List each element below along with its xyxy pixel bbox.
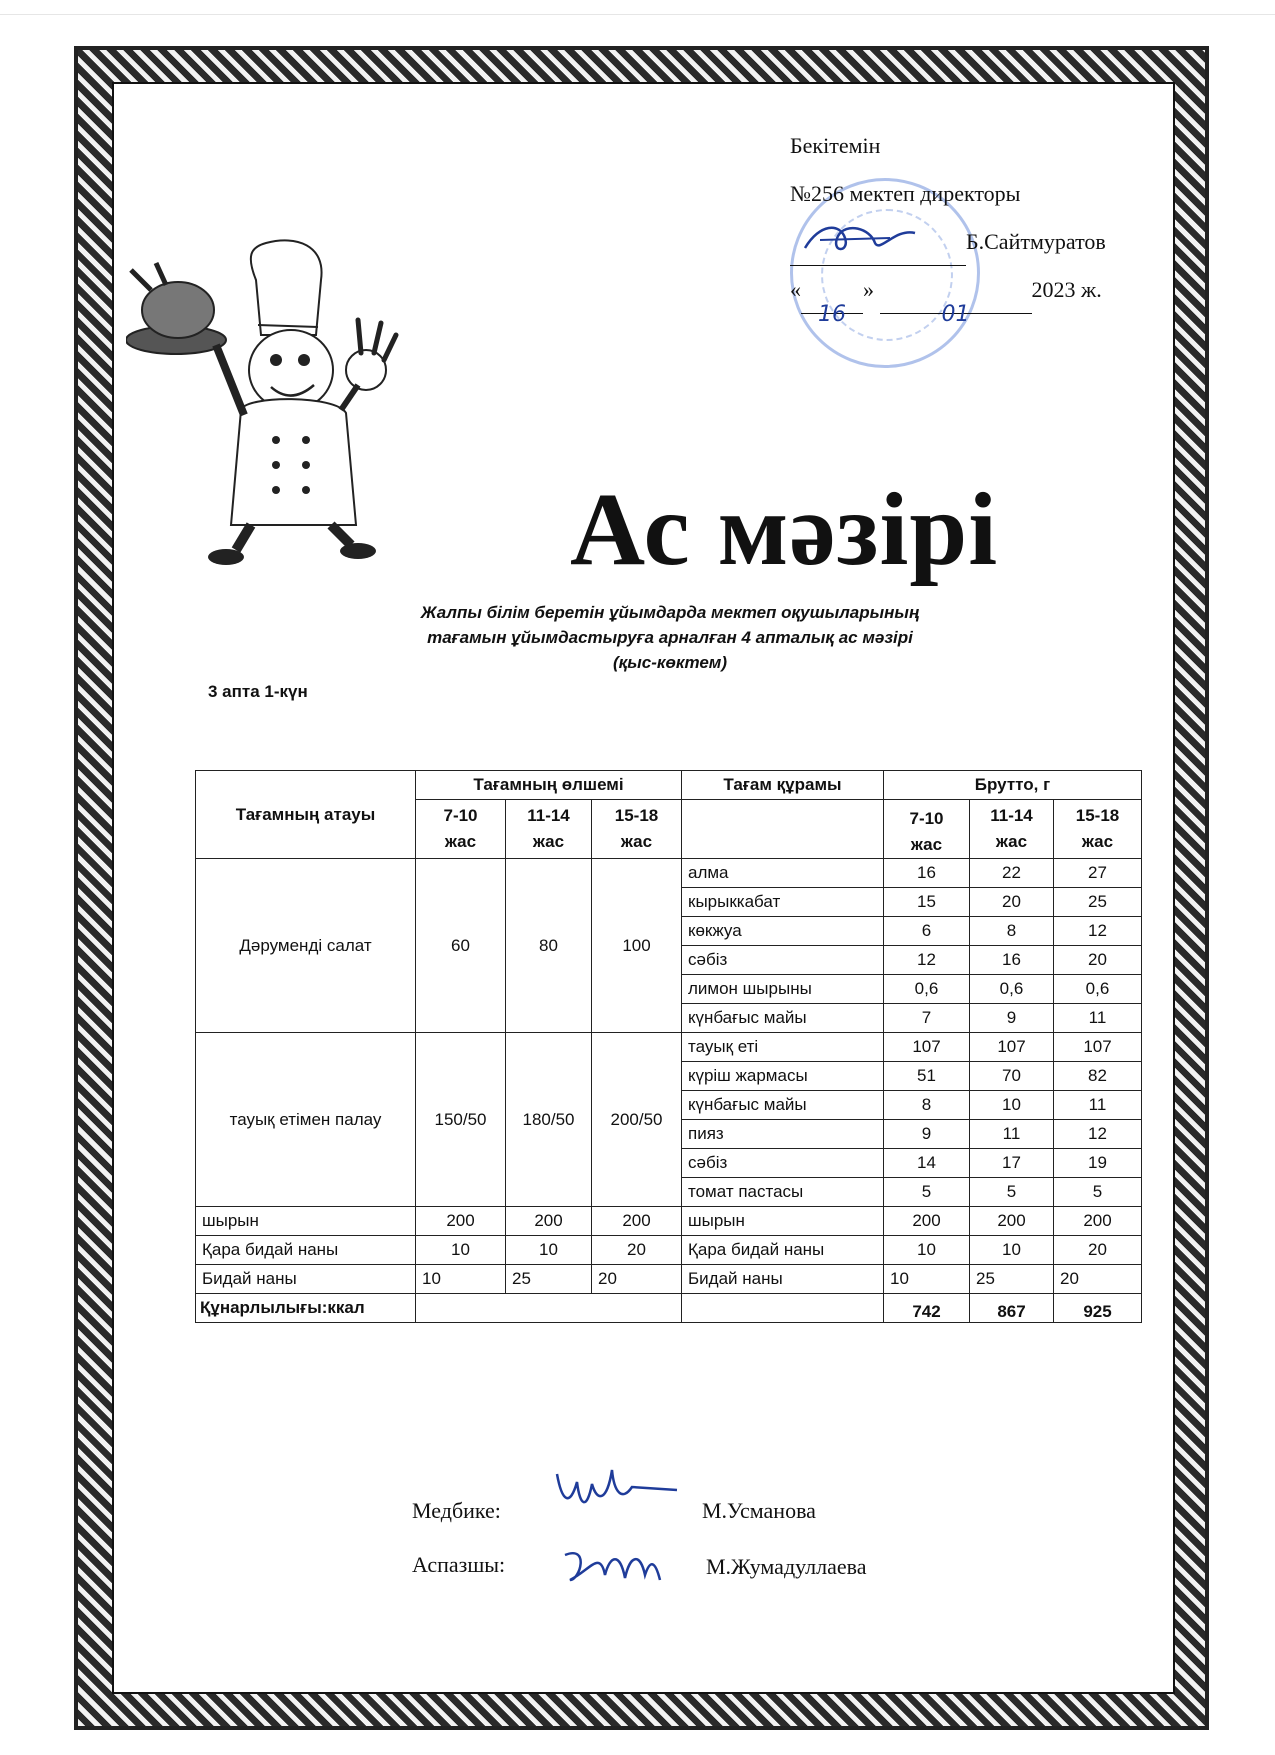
- brutto-cell: 6: [884, 917, 970, 946]
- table-header-row-1: [196, 771, 1142, 800]
- brutto-cell: 8: [970, 917, 1054, 946]
- energy-blank: [416, 1294, 682, 1323]
- director-signature-blank: [790, 243, 966, 266]
- portion-cell: 25: [506, 1265, 592, 1294]
- table-row: [196, 1207, 1142, 1236]
- brutto-cell: 27: [1054, 859, 1142, 888]
- brutto-cell: 10: [970, 1091, 1054, 1120]
- ingredient-name-cell: пияз: [682, 1120, 884, 1149]
- menu-table: [195, 770, 1142, 1323]
- brutto-cell: 200: [970, 1207, 1054, 1236]
- brutto-cell: 25: [970, 1265, 1054, 1294]
- header-portion-age-1: 7-10 жас: [416, 800, 506, 859]
- brutto-cell: 0,6: [1054, 975, 1142, 1004]
- signature-row-cook: [412, 1552, 505, 1578]
- brutto-cell: 20: [1054, 1265, 1142, 1294]
- subtitle-line-2: тағамын ұйымдастыруға арналған 4 апталық ас мәзірі: [427, 628, 913, 647]
- brutto-cell: 200: [1054, 1207, 1142, 1236]
- ingredient-name-cell: күріш жармасы: [682, 1062, 884, 1091]
- brutto-cell: 0,6: [970, 975, 1054, 1004]
- energy-value: 742: [884, 1294, 970, 1323]
- brutto-cell: 16: [970, 946, 1054, 975]
- header-dish-name: Тағамның атауы: [196, 771, 416, 859]
- brutto-cell: 0,6: [884, 975, 970, 1004]
- dish-name-cell: шырын: [196, 1207, 416, 1236]
- brutto-cell: 22: [970, 859, 1054, 888]
- portion-cell: 10: [506, 1236, 592, 1265]
- brutto-cell: 20: [1054, 1236, 1142, 1265]
- brutto-cell: 107: [1054, 1033, 1142, 1062]
- approval-date-line: « » 2023 ж.: [790, 266, 1106, 314]
- brutto-cell: 82: [1054, 1062, 1142, 1091]
- director-name: Б.Сайтмуратов: [966, 229, 1106, 254]
- ingredient-name-cell: күнбағыс майы: [682, 1004, 884, 1033]
- ingredient-name-cell: сәбіз: [682, 946, 884, 975]
- dish-name-cell: Дәруменді салат: [196, 859, 416, 1033]
- chef-illustration: [126, 235, 416, 575]
- scan-edge-line: [0, 14, 1275, 15]
- dish-name-cell: Бидай наны: [196, 1265, 416, 1294]
- ingredient-name-cell: шырын: [682, 1207, 884, 1236]
- brutto-cell: 107: [970, 1033, 1054, 1062]
- cook-name: М.Жумадуллаева: [706, 1554, 867, 1579]
- dish-name-cell: Қара бидай наны: [196, 1236, 416, 1265]
- table-row: [196, 1265, 1142, 1294]
- ingredient-name-cell: лимон шырыны: [682, 975, 884, 1004]
- header-portion-size: Тағамның өлшемі: [416, 771, 682, 800]
- header-brutto-age-1: 7-10 жас: [884, 800, 970, 859]
- brutto-cell: 16: [884, 859, 970, 888]
- brutto-cell: 17: [970, 1149, 1054, 1178]
- brutto-cell: 25: [1054, 888, 1142, 917]
- table-row: [196, 1236, 1142, 1265]
- header-brutto: Брутто, г: [884, 771, 1142, 800]
- subtitle-line-1: Жалпы білім беретін ұйымдарда мектеп оқушыларының: [420, 603, 920, 622]
- date-day: [801, 291, 863, 314]
- subtitle-line-3: (қыс-көктем): [612, 653, 728, 672]
- ingredient-name-cell: күнбағыс майы: [682, 1091, 884, 1120]
- week-day-label: 3 апта 1-күн: [208, 682, 308, 701]
- ingredient-name-cell: кырыккабат: [682, 888, 884, 917]
- brutto-cell: 5: [884, 1178, 970, 1207]
- brutto-cell: 51: [884, 1062, 970, 1091]
- menu-subtitle: [410, 600, 930, 675]
- portion-cell: 80: [506, 859, 592, 1033]
- brutto-cell: 5: [970, 1178, 1054, 1207]
- nurse-signature: [552, 1462, 682, 1517]
- ingredient-name-cell: тауық еті: [682, 1033, 884, 1062]
- brutto-cell: 5: [1054, 1178, 1142, 1207]
- brutto-cell: 10: [970, 1236, 1054, 1265]
- energy-composition-blank: [682, 1294, 884, 1323]
- ingredient-name-cell: Қара бидай наны: [682, 1236, 884, 1265]
- brutto-cell: 20: [970, 888, 1054, 917]
- brutto-cell: 70: [970, 1062, 1054, 1091]
- brutto-cell: 20: [1054, 946, 1142, 975]
- header-composition: Тағам құрамы: [682, 771, 884, 800]
- ingredient-name-cell: сәбіз: [682, 1149, 884, 1178]
- header-brutto-age-2: 11-14 жас: [970, 800, 1054, 859]
- approval-director-line: [790, 218, 1106, 266]
- portion-cell: 180/50: [506, 1033, 592, 1207]
- header-portion-age-3: 15-18 жас: [592, 800, 682, 859]
- table-row: [196, 859, 1142, 888]
- date-month: [880, 291, 1032, 314]
- brutto-cell: 19: [1054, 1149, 1142, 1178]
- approval-block: [790, 122, 1106, 314]
- brutto-cell: 200: [884, 1207, 970, 1236]
- portion-cell: 10: [416, 1265, 506, 1294]
- header-portion-age-2: 11-14 жас: [506, 800, 592, 859]
- nurse-name: М.Усманова: [702, 1498, 816, 1523]
- brutto-cell: 11: [1054, 1004, 1142, 1033]
- brutto-cell: 11: [1054, 1091, 1142, 1120]
- energy-value: 867: [970, 1294, 1054, 1323]
- brutto-cell: 9: [970, 1004, 1054, 1033]
- brutto-cell: 12: [884, 946, 970, 975]
- brutto-cell: 12: [1054, 917, 1142, 946]
- brutto-cell: 14: [884, 1149, 970, 1178]
- date-year: 2023 ж.: [1031, 277, 1102, 302]
- signature-row-nurse: [412, 1498, 501, 1524]
- brutto-cell: 15: [884, 888, 970, 917]
- portion-cell: 200: [506, 1207, 592, 1236]
- portion-cell: 200/50: [592, 1033, 682, 1207]
- brutto-cell: 11: [970, 1120, 1054, 1149]
- portion-cell: 20: [592, 1236, 682, 1265]
- brutto-cell: 12: [1054, 1120, 1142, 1149]
- cook-signature: [560, 1540, 670, 1590]
- ingredient-name-cell: көкжуа: [682, 917, 884, 946]
- menu-table-body: [196, 859, 1142, 1323]
- page-title: Ас мәзірі: [570, 472, 999, 587]
- dish-name-cell: тауық етімен палау: [196, 1033, 416, 1207]
- portion-cell: 60: [416, 859, 506, 1033]
- portion-cell: 200: [416, 1207, 506, 1236]
- portion-cell: 20: [592, 1265, 682, 1294]
- brutto-cell: 8: [884, 1091, 970, 1120]
- approval-position: №256 мектеп директоры: [790, 181, 1021, 206]
- header-brutto-age-3: 15-18 жас: [1054, 800, 1142, 859]
- portion-cell: 10: [416, 1236, 506, 1265]
- portion-cell: 150/50: [416, 1033, 506, 1207]
- portion-cell: 100: [592, 859, 682, 1033]
- energy-row: [196, 1294, 1142, 1323]
- brutto-cell: 107: [884, 1033, 970, 1062]
- ingredient-name-cell: томат пастасы: [682, 1178, 884, 1207]
- portion-cell: 200: [592, 1207, 682, 1236]
- energy-value: 925: [1054, 1294, 1142, 1323]
- brutto-cell: 7: [884, 1004, 970, 1033]
- ingredient-name-cell: алма: [682, 859, 884, 888]
- energy-label: Құнарлылығы:ккал: [196, 1294, 416, 1323]
- cook-role: Аспазшы:: [412, 1552, 506, 1577]
- nurse-role: Медбике:: [412, 1498, 501, 1523]
- ingredient-name-cell: Бидай наны: [682, 1265, 884, 1294]
- approval-heading: Бекітемін: [790, 133, 881, 158]
- header-composition-blank: [682, 800, 884, 859]
- brutto-cell: 10: [884, 1265, 970, 1294]
- table-row: [196, 1033, 1142, 1062]
- brutto-cell: 9: [884, 1120, 970, 1149]
- brutto-cell: 10: [884, 1236, 970, 1265]
